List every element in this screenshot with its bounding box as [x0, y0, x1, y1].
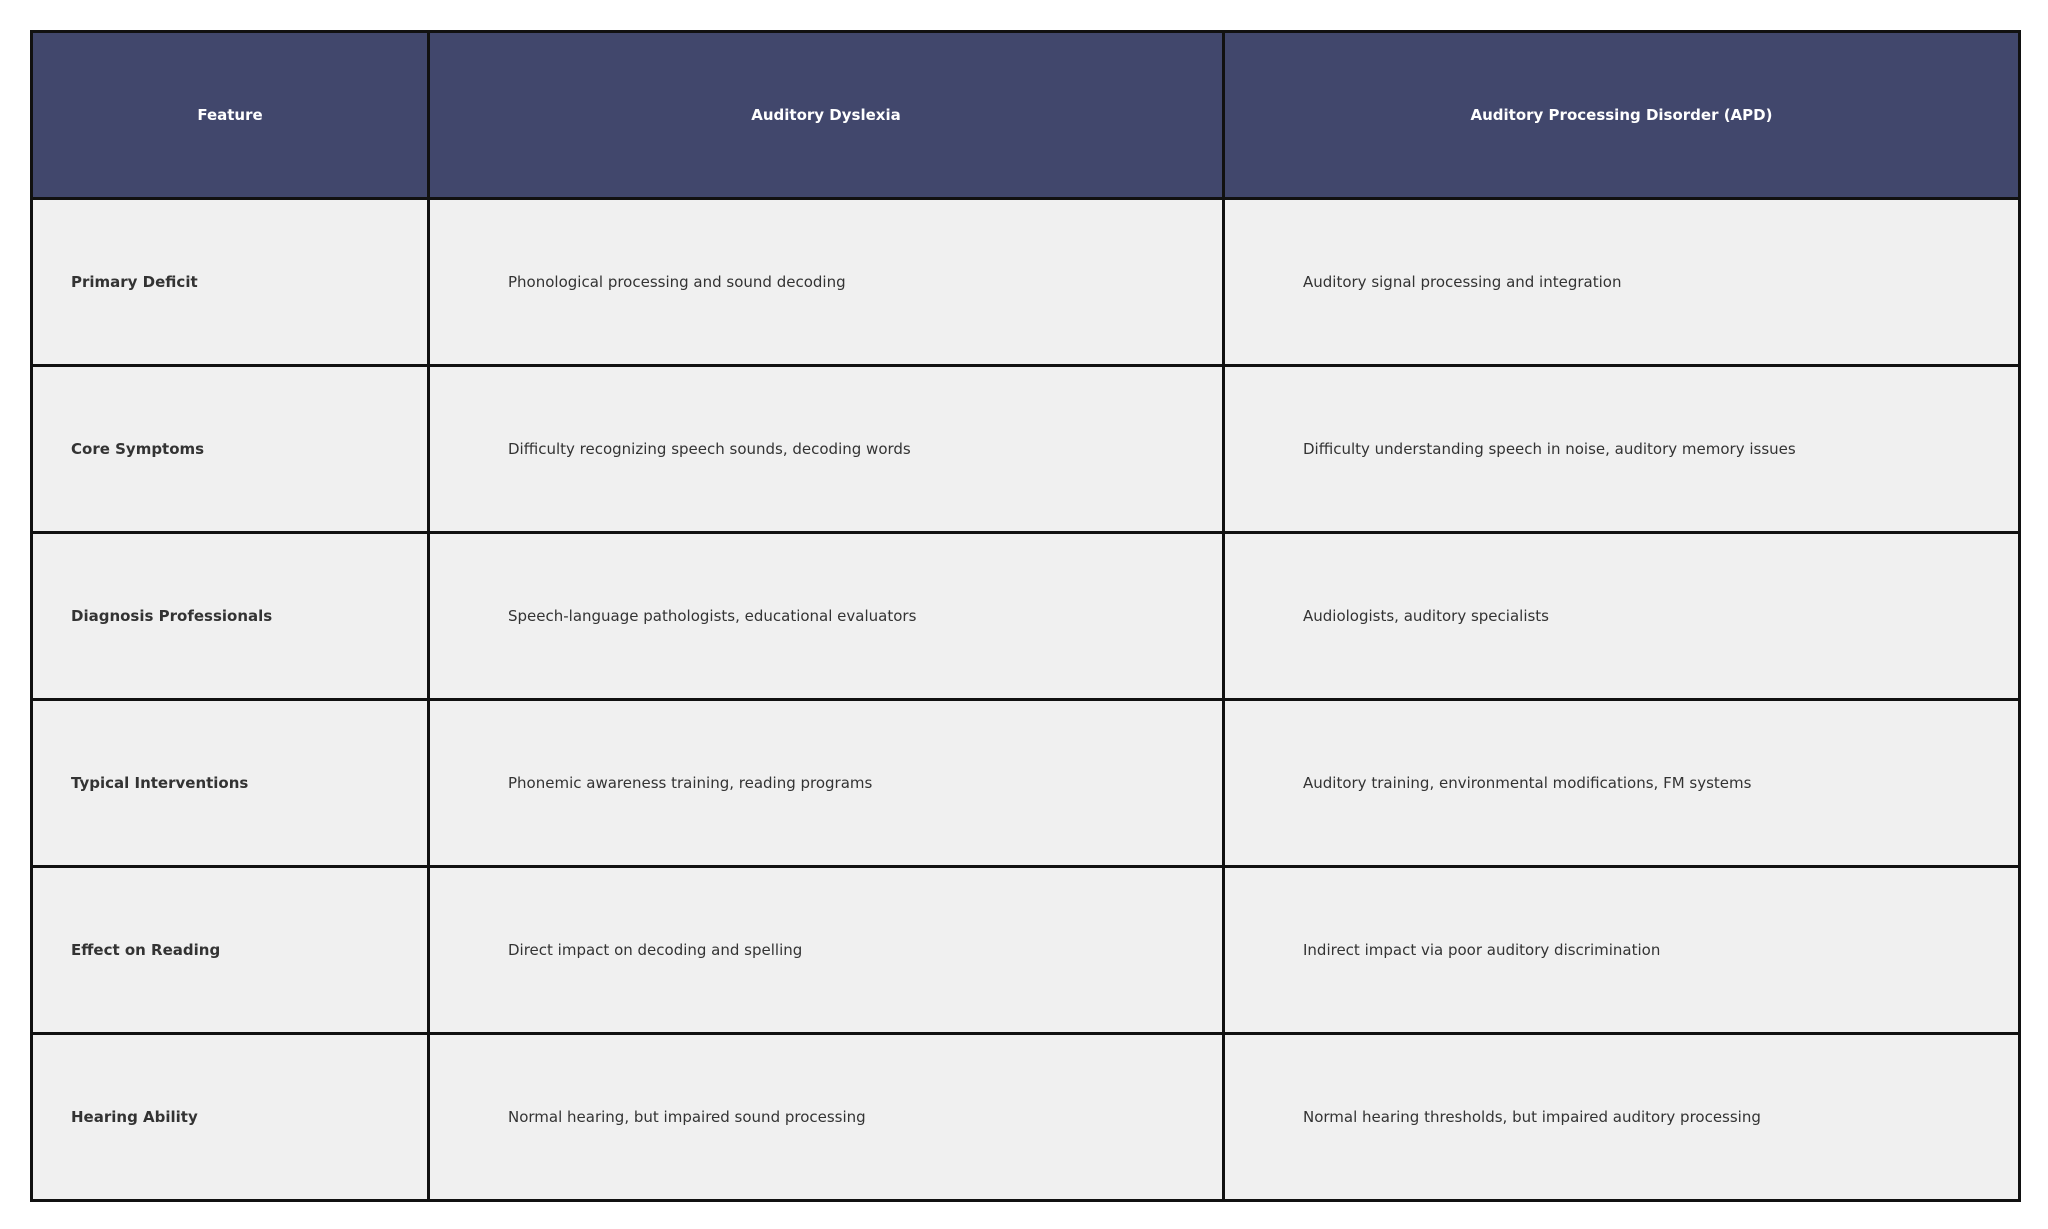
table-row — [32, 366, 2020, 533]
table-cell: Phonological processing and sound decoding — [429, 199, 1224, 366]
table-cell: Auditory training, environmental modifications, FM systems — [1224, 700, 2020, 867]
table-cell: Difficulty understanding speech in noise, auditory memory issues — [1224, 366, 2020, 533]
table-header-row — [32, 32, 2020, 199]
table-row — [32, 1034, 2020, 1201]
table-cell: Indirect impact via poor auditory discrimination — [1224, 867, 2020, 1034]
table-cell: Phonemic awareness training, reading programs — [429, 700, 1224, 867]
column-header-apd: Auditory Processing Disorder (APD) — [1224, 32, 2020, 199]
table-row — [32, 533, 2020, 700]
comparison-table — [30, 30, 2021, 1202]
row-label: Effect on Reading — [32, 867, 429, 1034]
row-label: Diagnosis Professionals — [32, 533, 429, 700]
table-cell: Normal hearing thresholds, but impaired auditory processing — [1224, 1034, 2020, 1201]
table-cell: Direct impact on decoding and spelling — [429, 867, 1224, 1034]
row-label: Core Symptoms — [32, 366, 429, 533]
table-row — [32, 199, 2020, 366]
table-row — [32, 700, 2020, 867]
table-cell: Audiologists, auditory specialists — [1224, 533, 2020, 700]
table-cell: Auditory signal processing and integration — [1224, 199, 2020, 366]
table-cell: Normal hearing, but impaired sound processing — [429, 1034, 1224, 1201]
table-row — [32, 867, 2020, 1034]
table-cell: Speech-language pathologists, educational evaluators — [429, 533, 1224, 700]
comparison-table-container — [30, 30, 2018, 1199]
column-header-feature: Feature — [32, 32, 429, 199]
table-cell: Difficulty recognizing speech sounds, decoding words — [429, 366, 1224, 533]
column-header-auditory-dyslexia: Auditory Dyslexia — [429, 32, 1224, 199]
row-label: Hearing Ability — [32, 1034, 429, 1201]
row-label: Typical Interventions — [32, 700, 429, 867]
row-label: Primary Deficit — [32, 199, 429, 366]
